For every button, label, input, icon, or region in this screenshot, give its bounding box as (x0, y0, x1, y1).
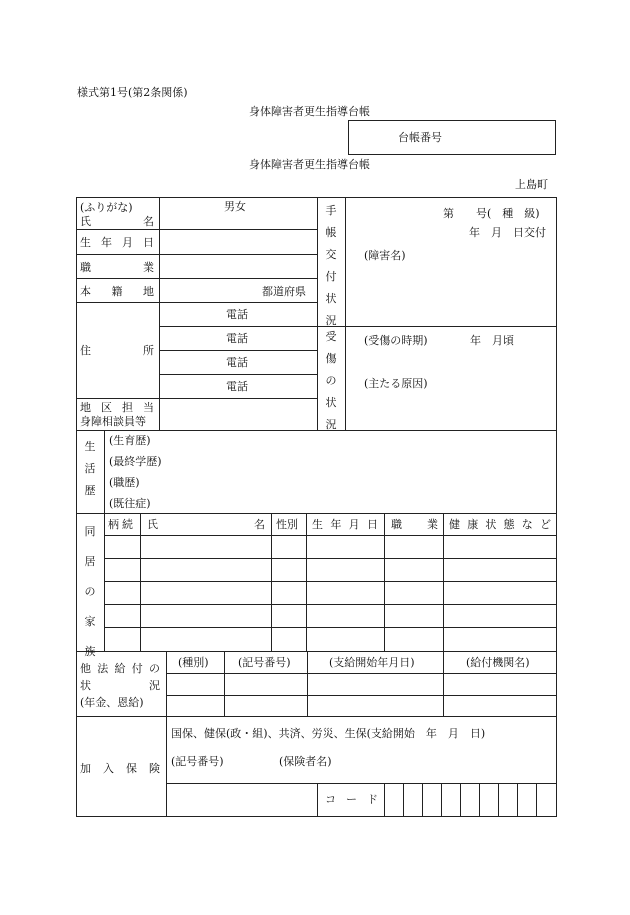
furigana-label: (ふりがな) (80, 201, 133, 214)
phone-label-1: 電話 (226, 308, 248, 321)
handbook-number-line: 第 号( 種 級) (443, 207, 540, 220)
insurance-types: 国保、健保(政・組)、共済、労災、生保(支給開始 年 月 日) (171, 727, 486, 740)
insurance-insurer-label: (保険者名) (279, 755, 332, 768)
family-header-birthdate: 生 年 月 日 (312, 518, 378, 531)
district-label-line2: 身障相談員等 (80, 415, 146, 428)
family-header-sex: 性別 (276, 518, 298, 531)
life-item-education: (最終学歴) (109, 455, 162, 468)
life-item-upbringing: (生育歴) (109, 434, 151, 447)
form-number: 様式第1号(第2条関係) (77, 86, 188, 99)
family-header-name: 氏 名 (147, 518, 265, 531)
life-item-medical: (既往症) (109, 497, 151, 510)
benefits-label-line2: 状 況 (80, 679, 160, 692)
insurance-code-number-label: (記号番号) (171, 755, 224, 768)
benefits-header-agency: (給付機関名) (466, 656, 530, 669)
injury-vertical-label: 受傷の状況 (325, 330, 337, 431)
benefits-label-line1: 他 法 給 付 の (80, 662, 160, 675)
phone-label-3: 電話 (226, 356, 248, 369)
main-title: 身体障害者更生指導台帳 (249, 158, 370, 171)
honseki-label: 本 籍 地 (80, 285, 154, 298)
district-label-line1: 地 区 担 当 (80, 401, 154, 414)
benefits-header-start-date: (支給開始年月日) (329, 656, 415, 669)
handbook-issue-date: 年 月 日交付 (469, 226, 546, 239)
occupation-field[interactable] (160, 255, 317, 278)
name-label: 氏 名 (80, 215, 154, 228)
sex-label: 男女 (224, 200, 246, 213)
district-field[interactable] (160, 399, 317, 430)
family-header-health: 健 康 状 態 な ど (449, 518, 551, 531)
phone-label-2: 電話 (226, 332, 248, 345)
ledger-number-box[interactable] (348, 120, 556, 155)
name-field[interactable] (160, 198, 317, 229)
birthdate-label: 生 年 月 日 (80, 236, 154, 249)
insurance-code-label: コ ー ド (325, 793, 378, 806)
family-header-occupation: 職 業 (391, 518, 438, 531)
insurance-label: 加 入 保 険 (80, 762, 160, 775)
benefits-header-type: (種別) (178, 656, 209, 669)
injury-cause-label: (主たる原因) (364, 377, 428, 390)
disability-name-label: (障害名) (364, 249, 406, 262)
handbook-vertical-label: 手帳交付状況 (325, 204, 337, 327)
injury-period-label: (受傷の時期) (364, 334, 428, 347)
injury-period-value: 年 月頃 (470, 334, 514, 347)
family-vertical-label: 同居の家族 (84, 525, 96, 658)
family-header-relation: 柄続 (108, 518, 136, 531)
birthdate-field[interactable] (160, 230, 317, 254)
benefits-label-line3: (年金、恩給) (80, 696, 144, 709)
life-item-career: (職歴) (109, 476, 140, 489)
ledger-number-label: 台帳番号 (398, 131, 442, 144)
address-label: 住 所 (80, 344, 154, 357)
phone-label-4: 電話 (226, 380, 248, 393)
town-name: 上島町 (515, 178, 548, 191)
life-vertical-label: 生活歴 (84, 440, 96, 497)
prefecture-label: 都道府県 (262, 285, 306, 298)
benefits-header-code: (記号番号) (238, 656, 291, 669)
top-title: 身体障害者更生指導台帳 (249, 105, 370, 118)
occupation-label: 職 業 (80, 261, 154, 274)
